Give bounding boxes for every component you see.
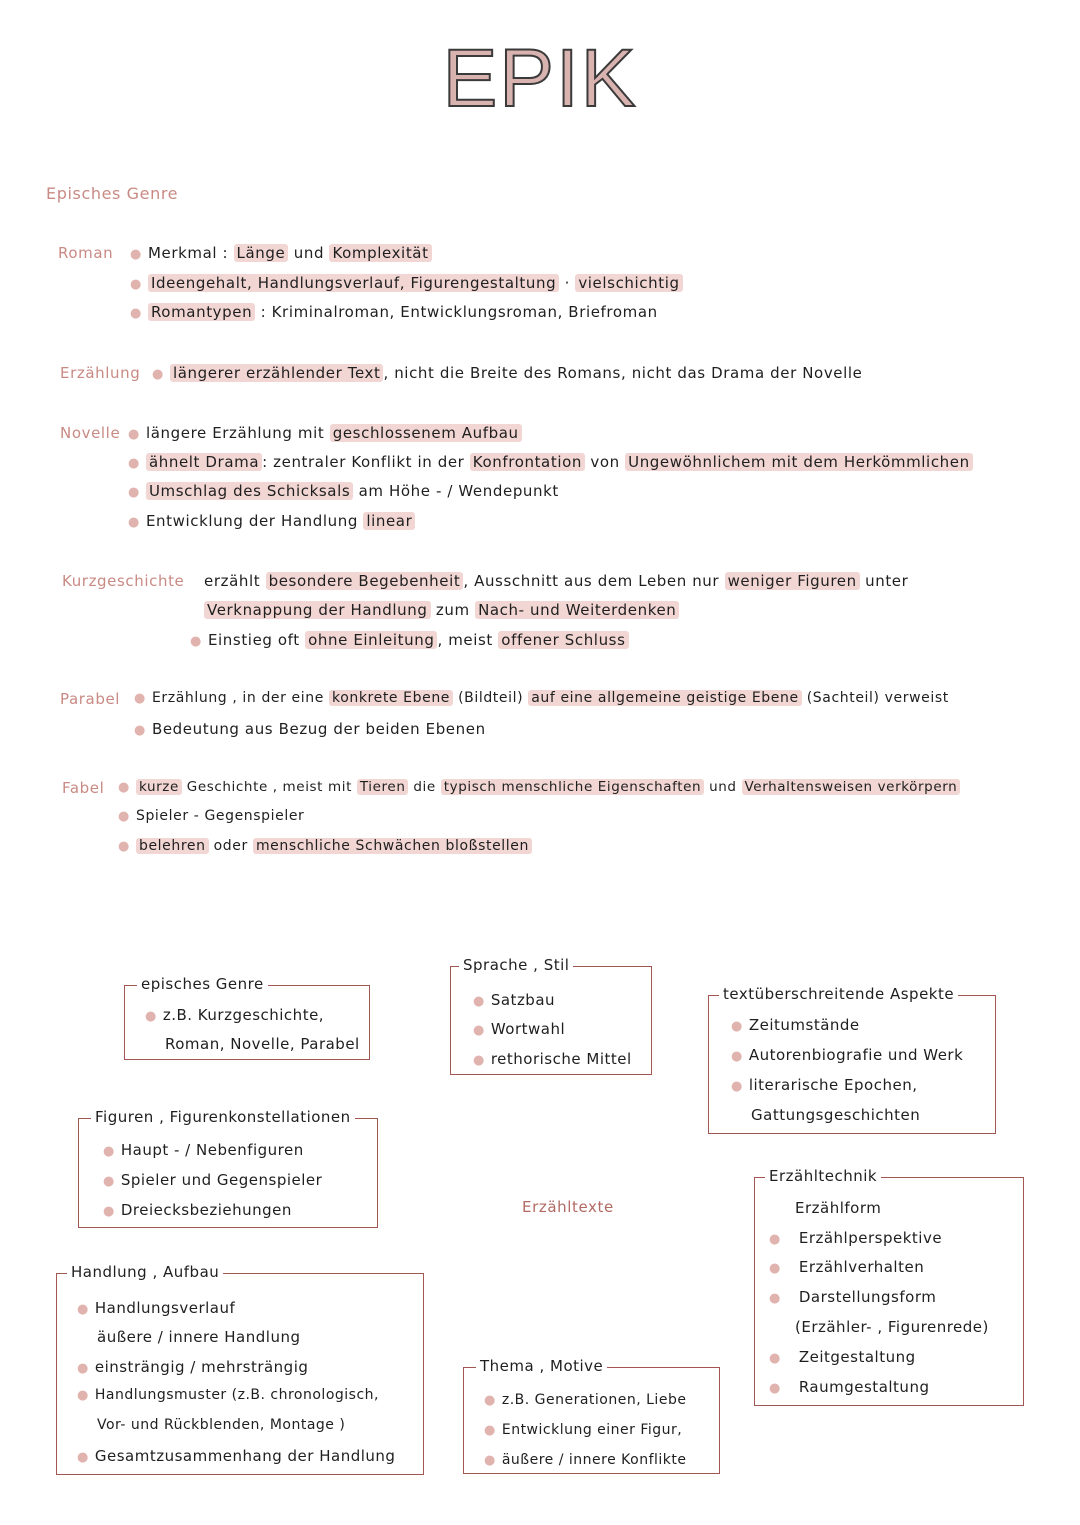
novelle-line-4: ● Entwicklung der Handlung linear: [128, 512, 415, 530]
box-erzaehltechnik-line: ● Zeitgestaltung: [769, 1348, 916, 1366]
parabel-label: Parabel: [60, 690, 121, 708]
section-heading: Episches Genre: [46, 184, 179, 203]
box-erzaehltechnik-line: ● Darstellungsform: [769, 1288, 937, 1306]
box-handlung-line: äußere / innere Handlung: [97, 1328, 301, 1346]
box-erzaehltechnik: [754, 1167, 1024, 1406]
page-title-letter: EPIK: [442, 33, 638, 124]
box-figuren-line: ● Haupt - / Nebenfiguren: [103, 1141, 304, 1159]
box-erzaehltechnik-line: ● Erzählverhalten: [769, 1258, 925, 1276]
box-textueber-line: Gattungsgeschichten: [751, 1106, 921, 1124]
roman-line-1: ● Merkmal : Länge und Komplexität: [130, 244, 432, 262]
page-title: [0, 33, 1080, 124]
roman-line-2: ● Ideengehalt, Handlungsverlauf, Figurengestaltung · vielschichtig: [130, 274, 683, 292]
roman-label: Roman: [58, 244, 114, 262]
box-figuren: [78, 1108, 378, 1228]
box-thema-line: ● Entwicklung einer Figur,: [484, 1422, 683, 1438]
novelle-line-1: ● längere Erzählung mit geschlossenem Aufbau: [128, 424, 522, 442]
box-handlung-line: ● einsträngig / mehrsträngig: [77, 1358, 309, 1376]
box-textueberschreitend-title: textüberschreitende Aspekte: [719, 985, 958, 1003]
box-sprache-line: ● rethorische Mittel: [473, 1050, 632, 1068]
box-thema-line: ● äußere / innere Konflikte: [484, 1452, 687, 1468]
roman-line-3: ● Romantypen : Kriminalroman, Entwicklungsroman, Briefroman: [130, 303, 658, 321]
box-erzaehltechnik-line: ● Erzählperspektive: [769, 1229, 943, 1247]
box-episches-genre: [124, 975, 370, 1060]
box-textueberschreitend: [708, 985, 996, 1134]
novelle-label: Novelle: [60, 424, 121, 442]
box-handlung-line: Vor- und Rückblenden, Montage ): [97, 1417, 346, 1433]
box-handlung-aufbau-title: Handlung , Aufbau: [67, 1263, 223, 1281]
fabel-line-2: ● Spieler - Gegenspieler: [118, 808, 305, 824]
box-sprache-line: ● Wortwahl: [473, 1020, 566, 1038]
box-handlung-aufbau: [56, 1263, 424, 1475]
box-textueber-line: ● Autorenbiografie und Werk: [731, 1046, 964, 1064]
box-thema-line: ● z.B. Generationen, Liebe: [484, 1392, 687, 1408]
fabel-line-1: ● kurze Geschichte , meist mit Tieren die typisch menschliche Eigenschaften und Verhaltensweisen verkörpern: [118, 779, 960, 795]
box-figuren-line: ● Spieler und Gegenspieler: [103, 1171, 323, 1189]
kurzgeschichte-line-3: ● Einstieg oft ohne Einleitung , meist offener Schluss: [190, 631, 629, 649]
box-thema-motive: [463, 1357, 720, 1474]
box-sprache-stil-title: Sprache , Stil: [459, 956, 573, 974]
box-figuren-title: Figuren , Figurenkonstellationen: [91, 1108, 355, 1126]
novelle-line-3: ● Umschlag des Schicksals am Höhe - / Wendepunkt: [128, 482, 559, 500]
box-erzaehltechnik-title: Erzähltechnik: [765, 1167, 881, 1185]
fabel-label: Fabel: [62, 779, 105, 797]
box-handlung-line: ● Handlungsmuster (z.B. chronologisch,: [77, 1387, 379, 1403]
box-erzaehltechnik-line: (Erzähler- , Figurenrede): [795, 1318, 989, 1336]
box-episches-genre-title: episches Genre: [137, 975, 268, 993]
erzaehlung-label: Erzählung: [60, 364, 141, 382]
novelle-line-2: ● ähnelt Drama : zentraler Konflikt in der Konfrontation von Ungewöhnlichem mit dem Herkömmlichen: [128, 453, 973, 471]
box-thema-motive-title: Thema , Motive: [476, 1357, 607, 1375]
box-sprache-line: ● Satzbau: [473, 991, 556, 1009]
box-figuren-line: ● Dreiecksbeziehungen: [103, 1201, 292, 1219]
kurzgeschichte-label: Kurzgeschichte: [62, 572, 185, 590]
kurzgeschichte-line-1: erzählt besondere Begebenheit , Ausschnitt aus dem Leben nur weniger Figuren unter: [204, 572, 909, 590]
parabel-line-2: ● Bedeutung aus Bezug der beiden Ebenen: [134, 720, 486, 738]
erzaehlung-line: ● längerer erzählender Text , nicht die Breite des Romans, nicht das Drama der Novelle: [152, 364, 863, 382]
parabel-line-1: ● Erzählung , in der eine konkrete Ebene (Bildteil) auf eine allgemeine geistige Ebene (Sachteil) verweist: [134, 690, 949, 706]
box-episches-genre-line: ● z.B. Kurzgeschichte,: [145, 1006, 325, 1024]
box-sprache-stil: [450, 956, 652, 1075]
box-handlung-line: ● Handlungsverlauf: [77, 1299, 236, 1317]
kurzgeschichte-line-2: Verknappung der Handlung zum Nach- und Weiterdenken: [204, 601, 679, 619]
box-erzaehltechnik-line: ● Raumgestaltung: [769, 1378, 930, 1396]
fabel-line-3: ● belehren oder menschliche Schwächen bloßstellen: [118, 838, 532, 854]
box-episches-genre-line: Roman, Novelle, Parabel: [165, 1035, 360, 1053]
box-erzaehltechnik-line: Erzählform: [795, 1199, 882, 1217]
mindmap-center: Erzähltexte: [522, 1198, 614, 1216]
box-handlung-line: ● Gesamtzusammenhang der Handlung: [77, 1447, 396, 1465]
box-textueber-line: ● literarische Epochen,: [731, 1076, 918, 1094]
box-textueber-line: ● Zeitumstände: [731, 1016, 860, 1034]
